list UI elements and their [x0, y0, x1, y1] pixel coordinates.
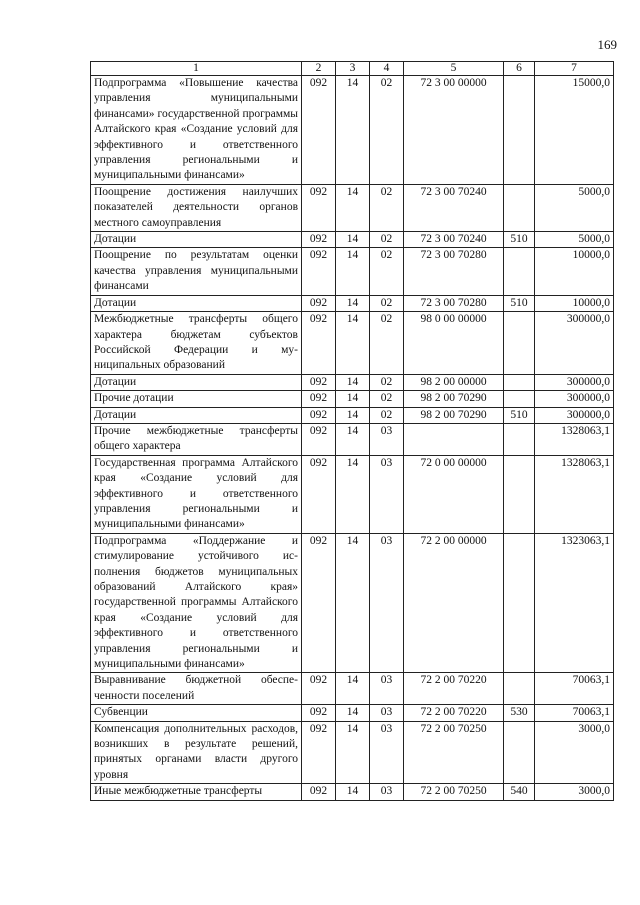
- target-article-cell: 72 2 00 70250: [404, 784, 504, 800]
- table-row: [91, 455, 614, 533]
- amount-cell: 300000,0: [535, 391, 614, 407]
- amount-cell: 1328063,1: [535, 455, 614, 533]
- expense-type-cell: [504, 673, 535, 705]
- expense-type-cell: 510: [504, 295, 535, 311]
- section-code-cell: 14: [336, 455, 370, 533]
- target-article-cell: 72 3 00 00000: [404, 76, 504, 185]
- subsection-code-cell: 02: [370, 407, 404, 423]
- expense-type-cell: [504, 533, 535, 673]
- subsection-code-cell: 02: [370, 391, 404, 407]
- admin-code-cell: 092: [302, 232, 336, 248]
- admin-code-cell: 092: [302, 295, 336, 311]
- target-article-cell: 72 3 00 70240: [404, 232, 504, 248]
- expense-type-cell: [504, 423, 535, 455]
- amount-cell: 300000,0: [535, 312, 614, 375]
- column-header: 6: [504, 62, 535, 76]
- section-code-cell: 14: [336, 391, 370, 407]
- table-row: [91, 533, 614, 673]
- section-code-cell: 14: [336, 673, 370, 705]
- table-row: [91, 248, 614, 295]
- admin-code-cell: 092: [302, 784, 336, 800]
- subsection-code-cell: 02: [370, 248, 404, 295]
- expense-name-cell: Иные межбюджетные трансферты: [91, 784, 302, 800]
- subsection-code-cell: 02: [370, 184, 404, 231]
- admin-code-cell: 092: [302, 374, 336, 390]
- amount-cell: 300000,0: [535, 407, 614, 423]
- target-article-cell: 98 0 00 00000: [404, 312, 504, 375]
- table-row: [91, 232, 614, 248]
- admin-code-cell: 092: [302, 705, 336, 721]
- target-article-cell: 72 2 00 70220: [404, 705, 504, 721]
- expense-type-cell: [504, 184, 535, 231]
- subsection-code-cell: 02: [370, 232, 404, 248]
- expense-type-cell: 510: [504, 232, 535, 248]
- table-body: [91, 76, 614, 801]
- expense-name-cell: Поощрение достижения наилучших показателей деятельности органов местного самоуправления: [91, 184, 302, 231]
- admin-code-cell: 092: [302, 423, 336, 455]
- admin-code-cell: 092: [302, 76, 336, 185]
- amount-cell: 3000,0: [535, 784, 614, 800]
- section-code-cell: 14: [336, 184, 370, 231]
- amount-cell: 5000,0: [535, 232, 614, 248]
- amount-cell: 1323063,1: [535, 533, 614, 673]
- subsection-code-cell: 02: [370, 76, 404, 185]
- expense-type-cell: [504, 76, 535, 185]
- expense-name-cell: Поощрение по результатам оценки качества управления муниципальными финансами: [91, 248, 302, 295]
- admin-code-cell: 092: [302, 184, 336, 231]
- section-code-cell: 14: [336, 533, 370, 673]
- table-header-row: [91, 62, 614, 76]
- expense-name-cell: Государственная программа Алтайского края «Создание условий для эффективного и ответственного управления региональными и муниципальными финансами»: [91, 455, 302, 533]
- column-header: 7: [535, 62, 614, 76]
- target-article-cell: 72 0 00 00000: [404, 455, 504, 533]
- section-code-cell: 14: [336, 784, 370, 800]
- target-article-cell: 98 2 00 70290: [404, 407, 504, 423]
- table-row: [91, 295, 614, 311]
- amount-cell: 1328063,1: [535, 423, 614, 455]
- target-article-cell: 72 2 00 70220: [404, 673, 504, 705]
- expense-type-cell: [504, 721, 535, 784]
- table-row: [91, 721, 614, 784]
- section-code-cell: 14: [336, 705, 370, 721]
- table-row: [91, 705, 614, 721]
- page-number: 169: [597, 37, 617, 52]
- table-row: [91, 423, 614, 455]
- section-code-cell: 14: [336, 721, 370, 784]
- column-header: 3: [336, 62, 370, 76]
- expense-type-cell: [504, 374, 535, 390]
- expense-name-cell: Подпрограмма «Повышение качества управления муниципальными финансами» государственной программы Алтайского края «Создание условий для эффективного и ответственного управления региональными и муниципальными финансами»: [91, 76, 302, 185]
- expense-name-cell: Дотации: [91, 232, 302, 248]
- table-row: [91, 391, 614, 407]
- table-row: [91, 184, 614, 231]
- expense-type-cell: 510: [504, 407, 535, 423]
- target-article-cell: 72 2 00 00000: [404, 533, 504, 673]
- section-code-cell: 14: [336, 312, 370, 375]
- section-code-cell: 14: [336, 374, 370, 390]
- amount-cell: 3000,0: [535, 721, 614, 784]
- expense-name-cell: Субвенции: [91, 705, 302, 721]
- target-article-cell: 98 2 00 70290: [404, 391, 504, 407]
- table-row: [91, 374, 614, 390]
- section-code-cell: 14: [336, 232, 370, 248]
- expense-name-cell: Подпрограмма «Поддержание и стимулирование устойчивого исполнения бюджетов муниципальных образований Алтайского края» государственной программы Алтайского края «Создание условий для эффективного и ответственного управления региональными и муниципальными финансами»: [91, 533, 302, 673]
- expense-name-cell: Дотации: [91, 374, 302, 390]
- expense-type-cell: [504, 248, 535, 295]
- section-code-cell: 14: [336, 248, 370, 295]
- column-header: 1: [91, 62, 302, 76]
- subsection-code-cell: 03: [370, 533, 404, 673]
- amount-cell: 10000,0: [535, 295, 614, 311]
- expense-name-cell: Выравнивание бюджетной обеспеченности поселений: [91, 673, 302, 705]
- expense-name-cell: Прочие межбюджетные трансферты общего характера: [91, 423, 302, 455]
- subsection-code-cell: 02: [370, 312, 404, 375]
- expense-type-cell: [504, 391, 535, 407]
- expense-type-cell: [504, 312, 535, 375]
- target-article-cell: 98 2 00 00000: [404, 374, 504, 390]
- expense-type-cell: 540: [504, 784, 535, 800]
- target-article-cell: 72 3 00 70280: [404, 295, 504, 311]
- budget-table: [90, 61, 614, 801]
- expense-name-cell: Дотации: [91, 407, 302, 423]
- admin-code-cell: 092: [302, 721, 336, 784]
- admin-code-cell: 092: [302, 407, 336, 423]
- admin-code-cell: 092: [302, 248, 336, 295]
- amount-cell: 15000,0: [535, 76, 614, 185]
- target-article-cell: 72 3 00 70240: [404, 184, 504, 231]
- target-article-cell: [404, 423, 504, 455]
- column-header: 5: [404, 62, 504, 76]
- subsection-code-cell: 02: [370, 295, 404, 311]
- target-article-cell: 72 2 00 70250: [404, 721, 504, 784]
- subsection-code-cell: 03: [370, 784, 404, 800]
- section-code-cell: 14: [336, 407, 370, 423]
- table-row: [91, 76, 614, 185]
- admin-code-cell: 092: [302, 533, 336, 673]
- admin-code-cell: 092: [302, 312, 336, 375]
- column-header: 4: [370, 62, 404, 76]
- amount-cell: 10000,0: [535, 248, 614, 295]
- expense-name-cell: Прочие дотации: [91, 391, 302, 407]
- amount-cell: 5000,0: [535, 184, 614, 231]
- subsection-code-cell: 03: [370, 455, 404, 533]
- table-row: [91, 784, 614, 800]
- expense-name-cell: Межбюджетные трансферты общего характера бюджетам субъектов Российской Федерации и муниципальных образований: [91, 312, 302, 375]
- amount-cell: 300000,0: [535, 374, 614, 390]
- admin-code-cell: 092: [302, 673, 336, 705]
- section-code-cell: 14: [336, 295, 370, 311]
- subsection-code-cell: 02: [370, 374, 404, 390]
- expense-name-cell: Компенсация дополнительных расходов, возникших в результате решений, принятых органами власти другого уровня: [91, 721, 302, 784]
- table-row: [91, 673, 614, 705]
- column-header: 2: [302, 62, 336, 76]
- table-row: [91, 312, 614, 375]
- expense-type-cell: 530: [504, 705, 535, 721]
- amount-cell: 70063,1: [535, 705, 614, 721]
- subsection-code-cell: 03: [370, 673, 404, 705]
- section-code-cell: 14: [336, 76, 370, 185]
- subsection-code-cell: 03: [370, 705, 404, 721]
- expense-name-cell: Дотации: [91, 295, 302, 311]
- section-code-cell: 14: [336, 423, 370, 455]
- subsection-code-cell: 03: [370, 423, 404, 455]
- admin-code-cell: 092: [302, 391, 336, 407]
- admin-code-cell: 092: [302, 455, 336, 533]
- expense-type-cell: [504, 455, 535, 533]
- subsection-code-cell: 03: [370, 721, 404, 784]
- table-row: [91, 407, 614, 423]
- amount-cell: 70063,1: [535, 673, 614, 705]
- target-article-cell: 72 3 00 70280: [404, 248, 504, 295]
